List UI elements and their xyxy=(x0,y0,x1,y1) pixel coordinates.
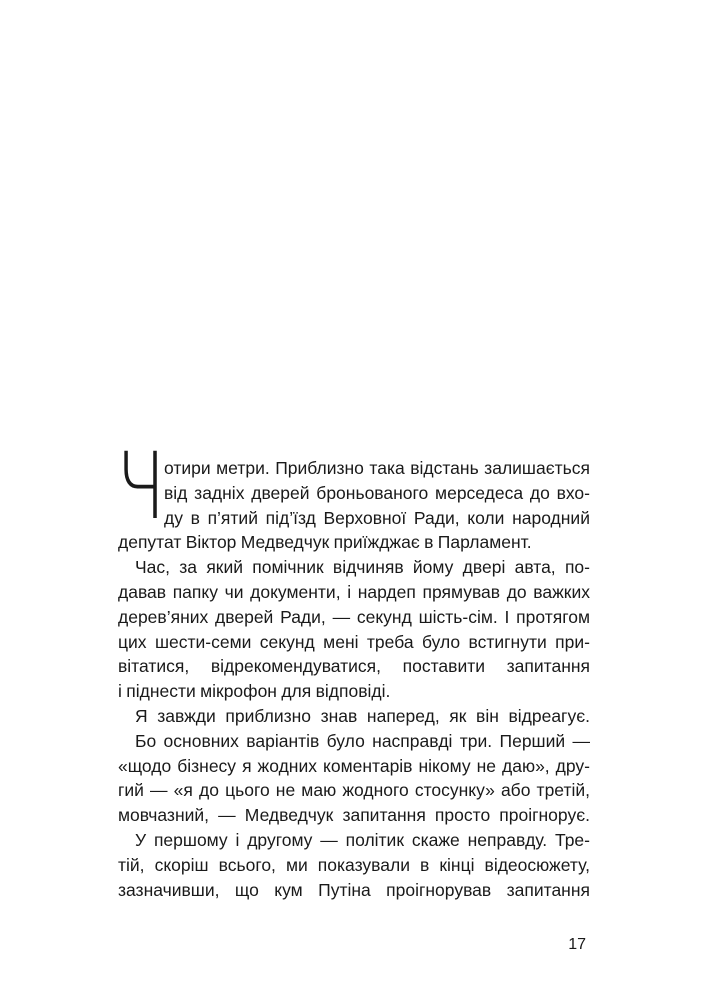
page-number: 17 xyxy=(568,936,586,953)
text-line: Час, за який помічник відчиняв йому двері авта, по- xyxy=(135,557,590,578)
text-line: тій, скоріш всього, ми показували в кінці відеосюжету, xyxy=(118,854,590,875)
text-line: «щодо бізнесу я жодних коментарів нікому не даю», дру- xyxy=(118,755,590,776)
text-line: мовчазний, — Медведчук запитання просто проігнорує. xyxy=(118,805,590,826)
text-line: від задніх дверей броньованого мерседеса до вхо- xyxy=(164,482,590,503)
text-line: зазначивши, що кум Путіна проігнорував запитання xyxy=(118,879,590,900)
text-line: депутат Віктор Медведчук приїжджає в Парламент. xyxy=(118,532,532,553)
text-line: У першому і другому — політик скаже неправду. Тре- xyxy=(135,829,590,850)
text-line: Бо основних варіантів було насправді три. Перший — xyxy=(135,730,590,751)
text-line: вітатися, відрекомендуватися, поставити запитання xyxy=(118,656,590,677)
body-text xyxy=(118,456,590,902)
text-line: отири метри. Приблизно така відстань залишається xyxy=(164,458,590,478)
drop-cap: Ч xyxy=(116,433,166,540)
text-line: і піднести мікрофон для відповіді. xyxy=(118,681,391,702)
text-line: Я завжди приблизно знав наперед, як він відреагує. xyxy=(135,705,590,726)
text-line: гий — «я до цього не маю жодного стосунку» або третій, xyxy=(118,780,590,801)
text-line: цих шести-семи секунд мені треба було встигнути при- xyxy=(118,631,590,652)
text-line: ду в п’ятий під’їзд Верховної Ради, коли народний xyxy=(164,507,590,528)
text-line: давав папку чи документи, і нардеп прямував до важких xyxy=(118,581,590,602)
text-line: дерев’яних дверей Ради, — секунд шість-сім. І протягом xyxy=(118,606,590,627)
